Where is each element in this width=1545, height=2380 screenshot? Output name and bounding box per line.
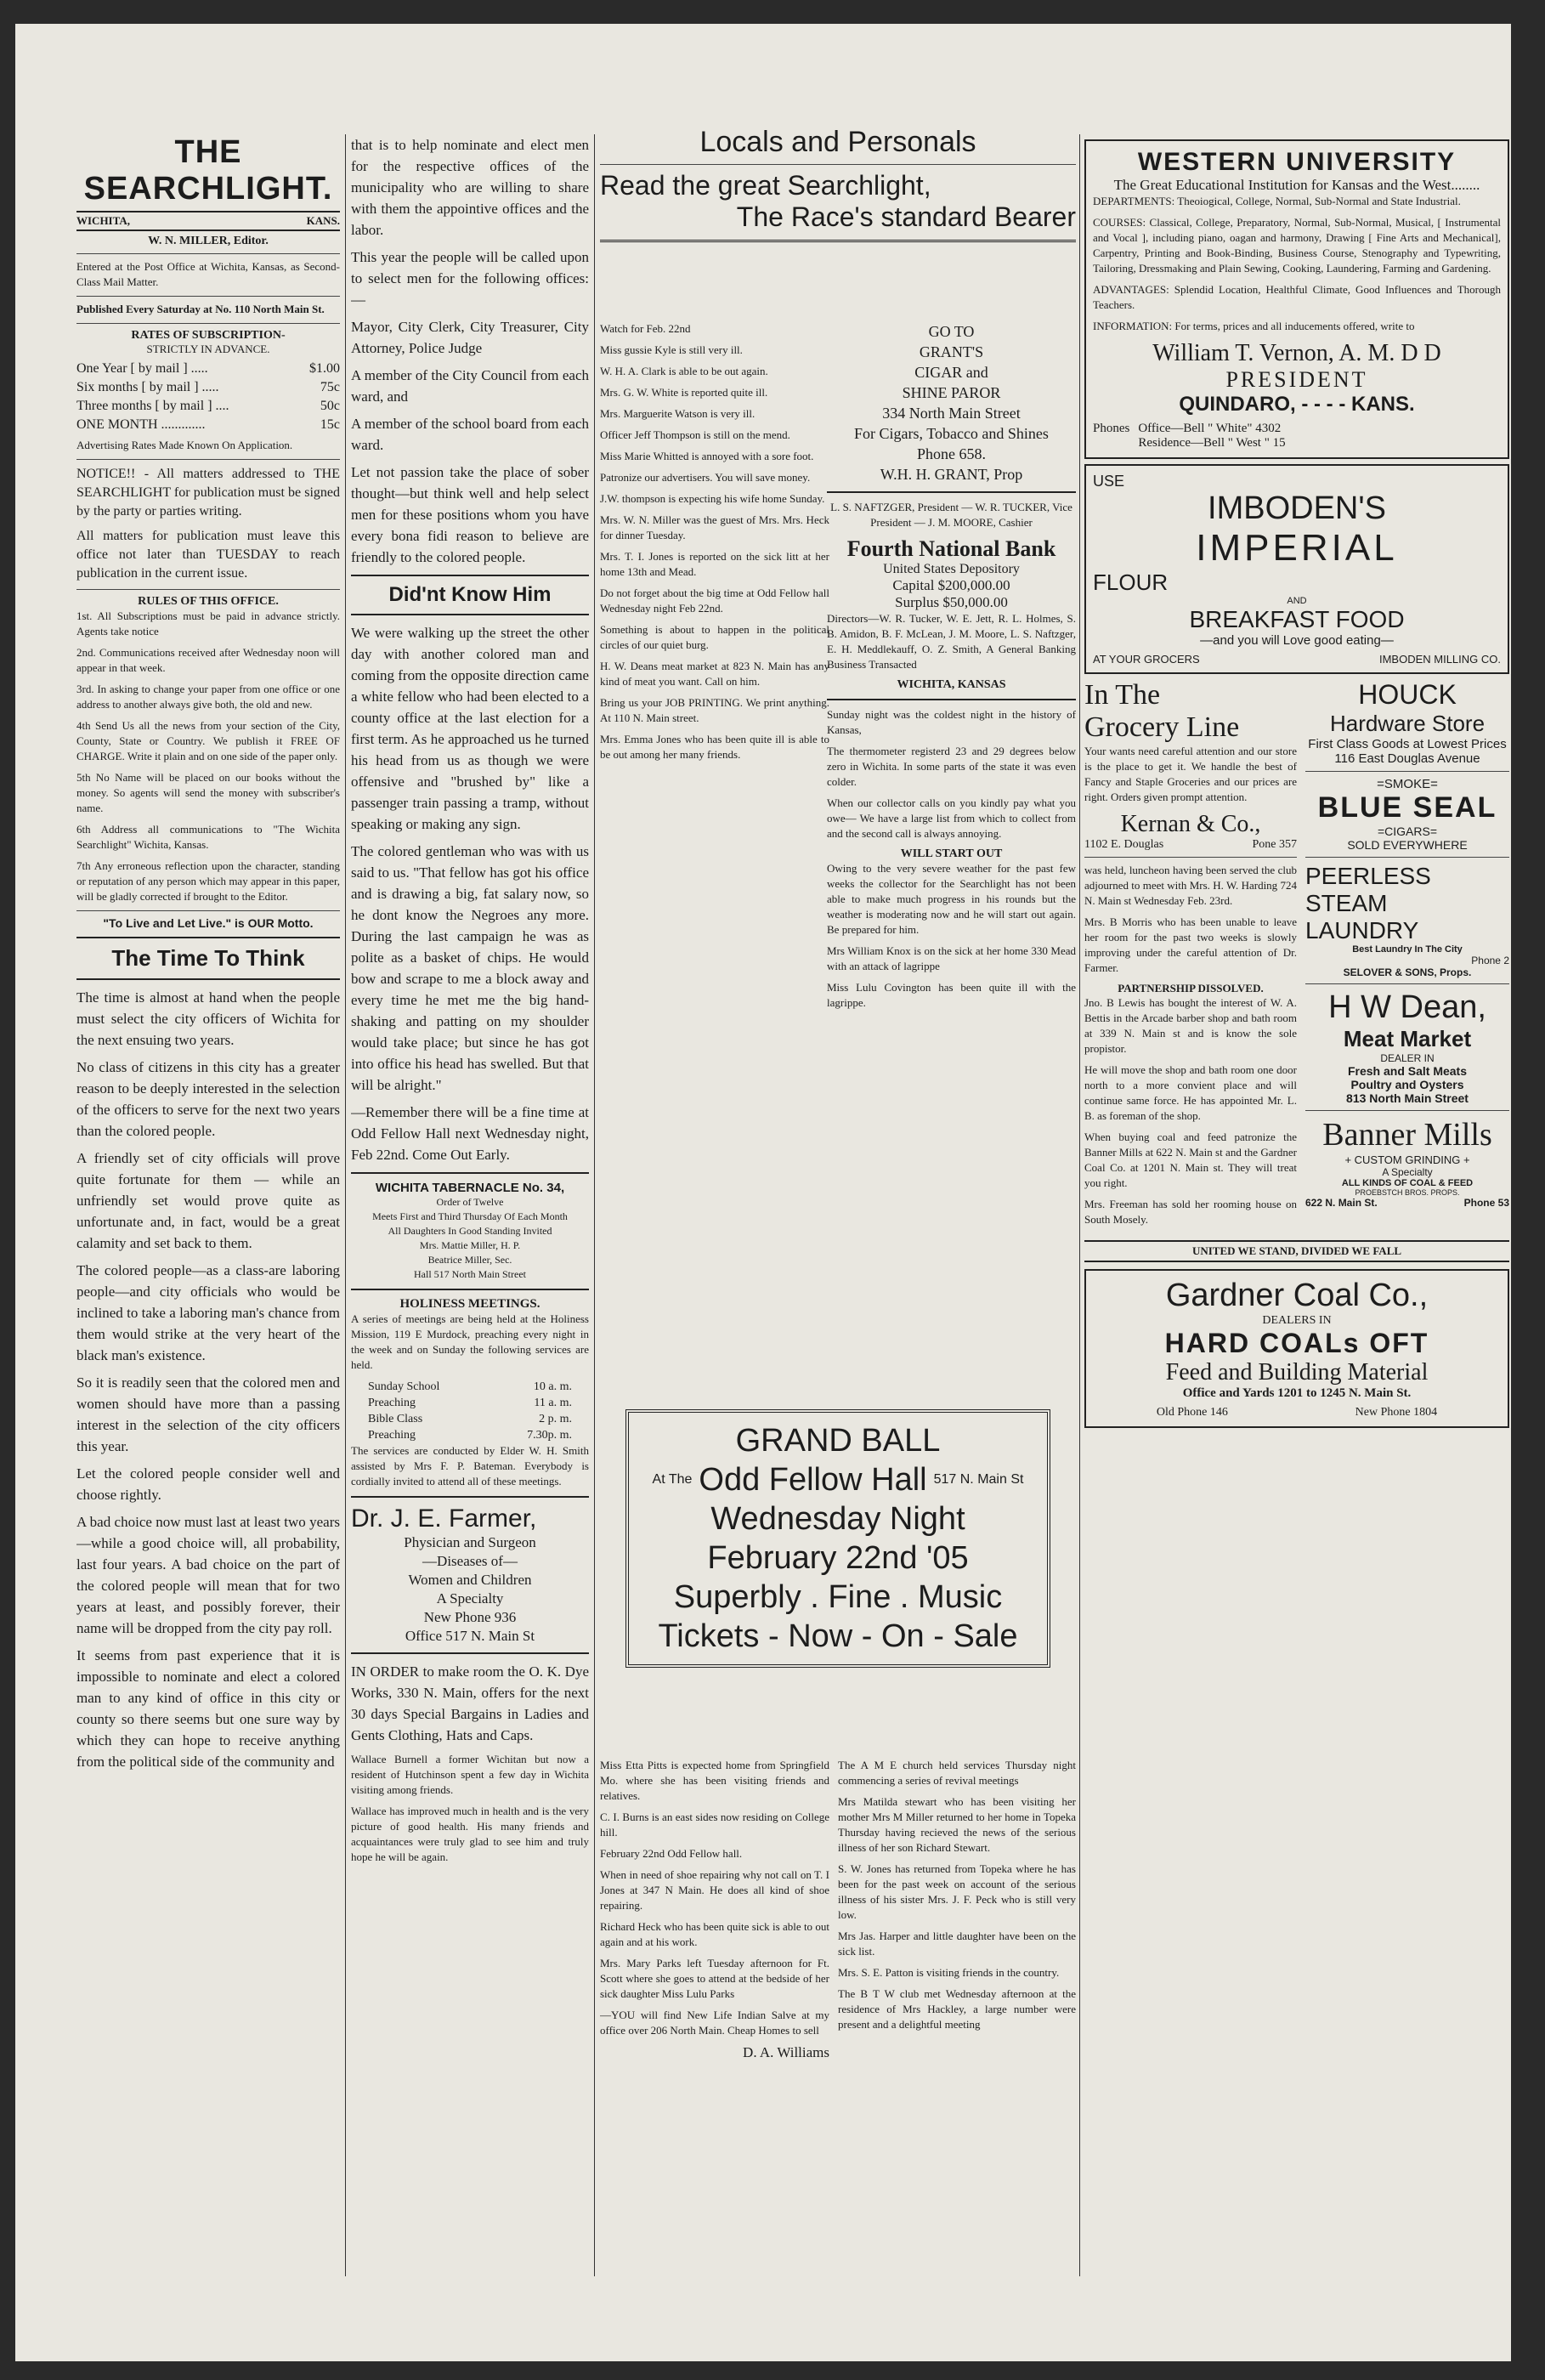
peerless-line-3: LAUNDRY [1305, 917, 1419, 944]
didnt-know-article [351, 622, 589, 1096]
tabernacle-title: WICHITA TABERNACLE No. 34, [375, 1181, 565, 1195]
paragraph: Do not forget about the big time at Odd Fellow hall Wednesday night Feb 22nd. [600, 586, 829, 615]
paragraph: Mrs. S. E. Patton is visiting friends in the country. [838, 1966, 1060, 1979]
paragraph: Mrs. G. W. White is reported quite ill. [600, 386, 768, 399]
paragraph: 4th Send Us all the news from your section of the City, County, State or Country. We publish it FREE OF CHARGE. Write it plain and on one side of the paper only. [76, 719, 340, 762]
col4-left [1084, 679, 1297, 1233]
kernan-footer [1084, 838, 1297, 852]
dean-fresh: Fresh and Salt Meats [1347, 1064, 1468, 1078]
banner-phone: Phone 53 [1463, 1197, 1509, 1209]
paragraph: The A M E church held services Thursday night commencing a series of revival meetings [838, 1759, 1076, 1787]
paragraph: A Specialty [436, 1590, 504, 1606]
locals-title: Locals and Personals [699, 126, 976, 158]
paragraph: Mrs. Mary Parks left Tuesday afternoon for Ft. Scott where she goes to attend at the bedside of her sick daughter Miss Lulu Parks [600, 1957, 829, 2000]
column-3b [827, 321, 1076, 1367]
paragraph: Mrs. T. I. Jones is reported on the sick litt at her home 13th and Mead. [600, 550, 829, 578]
rules-list [76, 609, 340, 904]
ball-address: 517 N. Main St [933, 1472, 1024, 1487]
paragraph: 6th Address all communications to "The Wichita Searchlight" Wichita, Kansas. [76, 823, 340, 851]
paragraph: SHINE PAROR [902, 384, 1001, 401]
peerless-phone: Phone 2 [1471, 955, 1509, 966]
imboden-ad [1084, 464, 1509, 674]
rules-title: RULES OF THIS OFFICE. [138, 595, 279, 608]
weather-news [827, 707, 1076, 842]
kernan-text: Your wants need careful attention and our store is the place to get it. We handle the best of Fancy and Staple Groceries and our prices are right. Orders given prompt attention. [1084, 745, 1297, 803]
tabernacle-info [351, 1195, 589, 1282]
residence-phone: Residence—Bell " West " 15 [1138, 436, 1286, 450]
paragraph: C. I. Burns is an east sides now residing on College hill. [600, 1810, 829, 1839]
blueseal-smoke: =SMOKE= [1377, 777, 1438, 791]
ball-at: At The [652, 1472, 693, 1487]
lower-news-b [838, 1758, 1076, 2032]
lower-news-a [600, 1758, 829, 2038]
imboden-name: IMBODEN'S [1208, 490, 1386, 526]
rate-label: ONE MONTH ............. [76, 417, 206, 432]
paragraph: was held, luncheon having been served the club adjourned to meet with Mrs. H. W. Harding 724 N. Main st Wednesday Feb. 23rd. [1084, 864, 1297, 907]
lower-column-a [600, 1758, 829, 2310]
published-notice: Published Every Saturday at No. 110 North Main St. [76, 303, 325, 315]
rate-price: 15c [320, 417, 340, 432]
paragraph: Hall 517 North Main Street [414, 1268, 526, 1280]
banner-line-1: Read the great Searchlight, [600, 170, 931, 201]
office-phone: Office—Bell " White" 4302 [1138, 422, 1282, 435]
paragraph: A friendly set of city officials will prove quite fortunate for them — while an unfriendly set would prove quite as unfortunate and, in fact, would be a great calamity and set back to them. [76, 1150, 340, 1251]
ball-date: February 22nd '05 [707, 1540, 969, 1576]
western-president: PRESIDENT [1225, 367, 1368, 392]
imboden-breakfast: BREAKFAST FOOD [1189, 606, 1405, 632]
newspaper-page [15, 24, 1511, 2361]
schedule-event: Sunday School [368, 1380, 440, 1393]
column-4 [1084, 134, 1509, 1433]
paragraph: All Daughters In Good Standing Invited [388, 1225, 552, 1237]
paragraph: Miss Marie Whitted is annoyed with a sore foot. [600, 450, 814, 462]
houck-line-3: First Class Goods at Lowest Prices [1308, 737, 1507, 751]
schedule-event: Preaching [368, 1429, 416, 1442]
imboden-love: —and you will Love good eating— [1200, 633, 1394, 648]
gardner-dealers: DEALERS IN [1262, 1314, 1332, 1327]
schedule-event: Bible Class [368, 1413, 423, 1425]
dean-address: 813 North Main Street [1346, 1091, 1469, 1105]
banner-footer [1305, 1197, 1509, 1209]
election-article-continuation [351, 134, 589, 568]
peerless-owners: SELOVER & SONS, Props. [1343, 966, 1472, 978]
rate-price: $1.00 [309, 361, 340, 376]
grand-ball-box [625, 1409, 1050, 1668]
paragraph: —Diseases of— [422, 1553, 518, 1569]
phones-list [1138, 422, 1285, 450]
paragraph: Phone 658. [917, 445, 986, 462]
paragraph: H. W. Deans meat market at 823 N. Main has any kind of meat you want. Call on him. [600, 660, 829, 688]
united-banner: UNITED WE STAND, DIVIDED WE FALL [1084, 1240, 1509, 1262]
ball-music: Superbly . Fine . Music [673, 1579, 1003, 1615]
bank-surplus: Surplus $50,000.00 [895, 594, 1008, 610]
paragraph: 334 North Main Street [882, 405, 1021, 422]
paragraph: J.W. thompson is expecting his wife home Sunday. [600, 492, 825, 505]
grand-ball-ad [600, 1375, 1076, 1749]
paragraph: Mrs. Mattie Miller, H. P. [419, 1239, 521, 1251]
gardner-old-phone: Old Phone 146 [1156, 1406, 1228, 1419]
paragraph: February 22nd Odd Fellow hall. [600, 1847, 743, 1860]
paragraph: A member of the school board from each ward. [351, 416, 589, 453]
holiness-schedule [351, 1379, 589, 1443]
paragraph: —YOU will find New Life Indian Salve at my office over 206 North Main. Cheap Homes to sell [600, 2009, 829, 2037]
imboden-and: AND [1287, 596, 1307, 606]
bank-capital: Capital $200,000.00 [892, 577, 1010, 593]
locals-header [600, 126, 1076, 249]
paragraph: 3rd. In asking to change your paper from one office or one address to another always give both, the old and new. [76, 683, 340, 711]
rate-price: 50c [320, 399, 340, 413]
dye-works-ad: IN ORDER to make room the O. K. Dye Works, 330 N. Main, offers for the next 30 days Special Bargains in Ladies and Gents Clothing, Hats and Caps. [351, 1663, 589, 1743]
imboden-use: USE [1093, 473, 1125, 490]
locals-list [600, 321, 829, 762]
time-to-think-title: The Time To Think [111, 945, 305, 971]
banner-mills-name: Banner Mills [1322, 1117, 1492, 1153]
paragraph: Mrs. Marguerite Watson is very ill. [600, 407, 756, 420]
burnell-note-2: Wallace has improved much in health and is the very picture of good health. His many friends and acquaintances were truly glad to see him and truly hope he will be again. [351, 1805, 589, 1863]
paragraph: Beatrice Miller, Sec. [427, 1254, 512, 1266]
farmer-ad [351, 1533, 589, 1646]
peerless-line-4: Best Laundry In The City [1352, 944, 1463, 955]
paragraph: Physician and Surgeon [404, 1534, 536, 1550]
paragraph: Mrs Jas. Harper and little daughter have been on the sick list. [838, 1930, 1076, 1958]
paragraph: CIGAR and [914, 364, 988, 381]
bank-name: Fourth National Bank [846, 536, 1056, 561]
masthead-title: THE SEARCHLIGHT. [83, 134, 333, 207]
will-start-text: Owing to the very severe weather for the past few weeks the collector for the Searchlight has not been able to make much progress in his rounds but the weather is moderating now and he will start out again. Be prepared for him. [827, 862, 1076, 936]
kernan-title-1: In The [1084, 679, 1161, 711]
notice-deadline: All matters for publication must leave this office not later than TUESDAY to reach publication in the current issue. [76, 529, 340, 581]
paragraph: 5th No Name will be placed on our books without the money. So agents will send the money with subscriber's name. [76, 771, 340, 814]
paragraph: Bring us your JOB PRINTING. We print anything. At 110 N. Main street. [600, 696, 829, 724]
schedule-time: 11 a. m. [534, 1397, 572, 1409]
western-information: INFORMATION: For terms, prices and all inducements offered, write to [1093, 320, 1415, 332]
paragraph: When buying coal and feed patronize the Banner Mills at 622 N. Main st and the Gardner Coal Co. at 1201 N. Main st. They will treat you right. [1084, 1130, 1297, 1189]
bank-subtitle: United States Depository [883, 562, 1020, 576]
paragraph: The colored people—as a class-are laboring people—and city officials who would be inclined to take a laboring man's chance from them would strike at the very heart of the black man's existence. [76, 1262, 340, 1363]
gardner-feed: Feed and Building Material [1165, 1359, 1429, 1386]
ball-title: GRAND BALL [735, 1423, 941, 1459]
banner-kinds: ALL KINDS OF COAL & FEED [1341, 1178, 1474, 1188]
paragraph: Women and Children [408, 1572, 532, 1588]
paragraph: It seems from past experience that it is impossible to nominate and elect a colored man to any kind of office in this city or county so there seems but one sure way by which they can hope to receive anything from the political side of the community and [76, 1647, 340, 1770]
holiness-text: A series of meetings are being held at the Holiness Mission, 119 E Murdock, preaching every night in the week and on Sunday the following services are held. [351, 1312, 589, 1371]
western-university-ad [1084, 139, 1509, 459]
rates-title: RATES OF SUBSCRIPTION- [131, 329, 286, 342]
gardner-phones [1093, 1406, 1501, 1420]
paragraph: Something is about to happen in the political circles of our quiet burg. [600, 623, 829, 651]
will-start-title: WILL START OUT [900, 847, 1003, 860]
column-1 [76, 134, 340, 1778]
paragraph: When in need of shoe repairing why not call on T. I Jones at 347 N Main. He does all kind of shoe repairing. [600, 1868, 829, 1912]
paragraph: GO TO [928, 323, 975, 340]
dean-line-2: Meat Market [1343, 1026, 1472, 1051]
western-advantages: ADVANTAGES: Splendid Location, Healthful Climate, Good Influences and Thorough Teachers. [1093, 283, 1501, 311]
lower-column-b [838, 1758, 1076, 2310]
editor: W. N. MILLER, Editor. [148, 235, 269, 247]
paragraph: For Cigars, Tobacco and Shines [854, 425, 1049, 442]
paragraph: The time is almost at hand when the people must select the city officers of Wichita for the next ensuing two years. [76, 989, 340, 1048]
column-rule [345, 134, 346, 2276]
knox-note: Mrs William Knox is on the sick at her home 330 Mead with an attack of lagrippe [827, 944, 1076, 972]
kernan-phone: Pone 357 [1252, 838, 1297, 851]
paragraph: Jno. B Lewis has bought the interest of W. A. Bettis in the Arcade barber shop and bath room at 339 N. Main st and is know the sole propistor. [1084, 996, 1297, 1055]
locals-column [600, 321, 829, 1367]
holiness-title: HOLINESS MEETINGS. [399, 1297, 540, 1311]
rate-label: One Year [ by mail ] ..... [76, 361, 208, 376]
paragraph: 2nd. Communications received after Wednesday noon will appear in that week. [76, 646, 340, 674]
paragraph: He will move the shop and bath room one door north to a more convient place and will continue same force. He has appointed Mr. L. B. as foreman of the shop. [1084, 1063, 1297, 1122]
schedule-row [368, 1395, 572, 1411]
paragraph: that is to help nominate and elect men for the respective offices of the municipality who are willing to share with them the appointive offices and the labor. [351, 137, 589, 238]
location-left: WICHITA, [76, 214, 130, 227]
williams-signature: D. A. Williams [743, 2044, 829, 2060]
paragraph: Miss gussie Kyle is still very ill. [600, 343, 743, 356]
paragraph: Officer Jeff Thompson is still on the mend. [600, 428, 790, 441]
gardner-name: Gardner Coal Co., [1165, 1278, 1429, 1313]
paragraph: W.H. H. GRANT, Prop [880, 466, 1023, 483]
paragraph: When our collector calls on you kindly pay what you owe— We have a large list from which to collect from and the second call is always annoying. [827, 796, 1076, 840]
paragraph: The B T W club met Wednesday afternoon at the residence of Mrs Hackley, a large number were present and a delightful meeting [838, 1987, 1076, 2031]
bank-directors: Directors—W. R. Tucker, W. E. Jett, R. L. Holmes, S. B. Amidon, B. F. McLean, J. M. Moore, L. S. Naftzger, E. H. Meddlekauff, O. Z. Smith, A General Banking Business Transacted [827, 612, 1076, 671]
ball-venue: Odd Fellow Hall [699, 1462, 927, 1498]
column-2 [351, 134, 589, 1871]
houck-line-4: 116 East Douglas Avenue [1334, 751, 1480, 766]
location-right: KANS. [306, 214, 340, 227]
masthead-location [76, 211, 340, 231]
bank-officers: L. S. NAFTZGER, President — W. R. TUCKER, Vice President — J. M. MOORE, Cashier [830, 501, 1072, 529]
farmer-name: Dr. J. E. Farmer, [351, 1504, 537, 1533]
entry-notice: Entered at the Post Office at Wichita, Kansas, as Second-Class Mail Matter. [76, 260, 340, 288]
dean-name: H W Dean, [1328, 989, 1486, 1025]
paragraph: Let the colored people consider well and choose rightly. [76, 1465, 340, 1503]
blueseal-sold: SOLD EVERYWHERE [1347, 838, 1468, 852]
blueseal-cigars: =CIGARS= [1377, 824, 1438, 838]
banner-specialty: A Specialty [1382, 1166, 1433, 1178]
houck-line-2: Hardware Store [1329, 711, 1486, 736]
paragraph: Mrs. Emma Jones who has been quite ill is able to be out among her many friends. [600, 733, 829, 761]
gardner-coals: HARD COALs OFT [1164, 1328, 1429, 1358]
paragraph: Watch for Feb. 22nd [600, 322, 691, 335]
kernan-name: Kernan & Co., [1120, 811, 1261, 837]
imboden-mill: IMBODEN MILLING CO. [1378, 653, 1501, 666]
paragraph: Order of Twelve [436, 1196, 504, 1208]
remember-notice: —Remember there will be a fine time at Odd Fellow Hall next Wednesday night, Feb 22nd. Come Out Early. [351, 1104, 589, 1163]
col4-split-top [1084, 679, 1509, 1233]
paragraph: S. W. Jones has returned from Topeka where he has been for the past week on account of the serious illness of his sister Mrs. J. F. Peck who is still very low. [838, 1862, 1076, 1921]
didnt-know-title: Did'nt Know Him [388, 583, 552, 606]
holiness-end: The services are conducted by Elder W. H. Smith assisted by Mrs F. P. Bateman. Everybody is cordially invited to attend all of these meetings. [351, 1444, 589, 1488]
burnell-note: Wallace Burnell a former Wichitan but now a resident of Hutchinson spent a few day in Wichita visiting among friends. [351, 1753, 589, 1796]
schedule-row [368, 1411, 572, 1427]
paragraph: Mayor, City Clerk, City Treasurer, City Attorney, Police Judge [351, 319, 589, 356]
banner-props: PROEBSTCH BROS. PROPS. [1355, 1188, 1460, 1197]
western-president-name: William T. Vernon, A. M. D D [1152, 340, 1441, 366]
paragraph: 1st. All Subscriptions must be paid in advance strictly. Agents take notice [76, 609, 340, 638]
paragraph: Meets First and Third Thursday Of Each Month [372, 1210, 568, 1222]
schedule-time: 10 a. m. [533, 1380, 572, 1393]
ball-tickets: Tickets - Now - On - Sale [658, 1618, 1018, 1654]
western-title: WESTERN UNIVERSITY [1137, 148, 1457, 176]
paragraph: Sunday night was the coldest night in the history of Kansas, [827, 708, 1076, 736]
rate-row [76, 360, 340, 378]
banner-custom: + CUSTOM GRINDING + [1344, 1153, 1470, 1166]
ball-night: Wednesday Night [710, 1501, 965, 1537]
phones-label: Phones [1093, 422, 1130, 435]
column-rule [1079, 134, 1080, 2276]
grants-ad [827, 321, 1076, 484]
paragraph: Mrs Matilda stewart who has been visiting her mother Mrs M Miller returned to her home in Topeka Thursday having recieved the news of the serious illness of her son Richard Stewart. [838, 1795, 1076, 1854]
paragraph: 7th Any erroneous reflection upon the character, standing or reputation of any person which may appear in this paper, will be gladly corrected if brought to the Editor. [76, 859, 340, 903]
paragraph: No class of citizens in this city has a greater reason to be deeply interested in the selection of the officers to serve for the next two years than the colored people. [76, 1059, 340, 1139]
paragraph: GRANT'S [919, 343, 984, 360]
imboden-imperial: IMPERIAL [1196, 527, 1398, 569]
gardner-office: Office and Yards 1201 to 1245 N. Main St. [1182, 1386, 1412, 1400]
houck-name: HOUCK [1358, 679, 1457, 710]
column-rule [594, 134, 595, 2276]
western-departments: DEPARTMENTS: Theoiogical, College, Normal, Sub-Normal and State Industrial. [1093, 195, 1461, 207]
rate-row [76, 378, 340, 397]
paragraph: Mrs. B Morris who has been unable to leave her room for the past two weeks is slowly improving under the careful attention of Dr. Farmer. [1084, 915, 1297, 974]
dean-poultry: Poultry and Oysters [1350, 1078, 1464, 1091]
ball-venue-row [637, 1460, 1038, 1499]
schedule-event: Preaching [368, 1397, 416, 1409]
paragraph: The thermometer registerd 23 and 29 degrees below zero in Wichita. In some parts of the state it was even colder. [827, 745, 1076, 788]
gardner-coal-ad [1084, 1269, 1509, 1428]
peerless-line-2: STEAM [1305, 890, 1388, 916]
rate-price: 75c [320, 380, 340, 394]
col4-right [1305, 679, 1509, 1233]
banner-address: 622 N. Main St. [1305, 1197, 1378, 1209]
schedule-time: 7.30p. m. [527, 1429, 572, 1442]
paragraph: Richard Heck who has been quite sick is able to out again and at his work. [600, 1920, 829, 1948]
covington-note: Miss Lulu Covington has been quite ill with the lagrippe. [827, 981, 1076, 1009]
paragraph: New Phone 936 [423, 1609, 517, 1625]
bank-location: WICHITA, KANSAS [897, 678, 1006, 691]
paragraph: A member of the City Council from each ward, and [351, 367, 589, 405]
advertising-notice: Advertising Rates Made Known On Application. [76, 439, 293, 451]
paragraph: We were walking up the street the other day with another colored man and coming from the opposite direction came a white fellow who had been elected to a county office at the last election for a first term. As he approached us he turned his head from us as though we were offensive and "brushed by" like a passenger train passing a tramp, without speaking or making any sign. [351, 625, 589, 832]
paragraph: W. H. A. Clark is able to be out again. [600, 365, 768, 377]
paragraph: Mrs. W. N. Miller was the guest of Mrs. Mrs. Heck for dinner Tuesday. [600, 513, 829, 541]
imboden-grocers: AT YOUR GROCERS [1093, 653, 1200, 666]
paragraph: This year the people will be called upon to select men for the following offices:— [351, 249, 589, 308]
western-courses: COURSES: Classical, College, Preparatory, Normal, Sub-Normal, Musical, [ Instrumental and Vocal ], including piano, oagan and harmony, Drawing [ Fine Arts and Mechanical], Carpentry, Printing and Book-Binding, Business Course, Stenography and Typewriting, Tailoring, Dressmaking and Plain Sewing, Cooking, Laundering, Farming and Gardening. [1093, 216, 1501, 275]
paragraph: So it is readily seen that the colored men and women should have more than a passing interest in the selection of the city officers this year. [76, 1374, 340, 1454]
western-sub: The Great Educational Institution for Kansas and the West........ [1113, 177, 1480, 193]
paragraph: A bad choice now must last at least two years—while a good choice will, all probability, last four years. A bad choice on the part of the colored people will mean that for two years at least, and possibly forever, their name will be dropped from the city pay roll. [76, 1514, 340, 1636]
rate-row [76, 416, 340, 434]
notice: NOTICE!! - All matters addressed to THE SEARCHLIGHT for publication must be signed by the party or parties writing. [76, 467, 340, 518]
schedule-time: 2 p. m. [539, 1413, 572, 1425]
rate-label: Three months [ by mail ] .... [76, 399, 229, 413]
kernan-title-2: Grocery Line [1084, 711, 1240, 743]
motto: "To Live and Let Live." is OUR Motto. [103, 916, 314, 930]
schedule-row [368, 1427, 572, 1443]
rates-subtitle: STRICTLY IN ADVANCE. [146, 343, 270, 355]
paragraph: Patronize our advertisers. You will save money. [600, 471, 811, 484]
paragraph: The colored gentleman who was with us said to us. "That fellow has got his office and is drawing a big, fat salary now, so he dont know the Negroes any more. During the last campaign he was as polite as a basket of chips. He would bow and scrape to me a block away and every time he met me the big hand-shaking and patting on my shoulder would take place; but since he has got into office his head has swelled. But that will be alright." [351, 843, 589, 1093]
paragraph: Mrs. Freeman has sold her rooming house on South Mosely. [1084, 1198, 1297, 1226]
western-phones [1093, 422, 1501, 450]
rate-label: Six months [ by mail ] ..... [76, 380, 219, 394]
paragraph: Let not passion take the place of sober thought—but think well and help select men for these positions whom you have every bona fidi reason to believe are friendly to the colored people. [351, 464, 589, 565]
col4-news [1084, 863, 1297, 976]
imboden-flour: FLOUR [1093, 570, 1169, 595]
banner-line-2: The Race's standard Bearer [736, 201, 1076, 232]
partnership-title: PARTNERSHIP DISSOLVED. [1118, 982, 1264, 994]
partnership-notice [1084, 995, 1297, 1227]
schedule-row [368, 1379, 572, 1395]
time-to-think-article [76, 987, 340, 1772]
peerless-line-1: PEERLESS [1305, 863, 1431, 889]
kernan-address: 1102 E. Douglas [1084, 838, 1164, 851]
gardner-new-phone: New Phone 1804 [1355, 1406, 1438, 1419]
blueseal-name: BLUE SEAL [1317, 791, 1497, 824]
paragraph: Miss Etta Pitts is expected home from Springfield Mo. where she has been visiting friends and relatives. [600, 1759, 829, 1802]
western-place: QUINDARO, - - - - KANS. [1179, 393, 1415, 416]
dean-dealer: DEALER IN [1380, 1052, 1435, 1064]
rate-row [76, 397, 340, 416]
rates-list [76, 360, 340, 434]
imboden-footer [1093, 653, 1501, 666]
paragraph: Office 517 N. Main St [405, 1628, 535, 1644]
